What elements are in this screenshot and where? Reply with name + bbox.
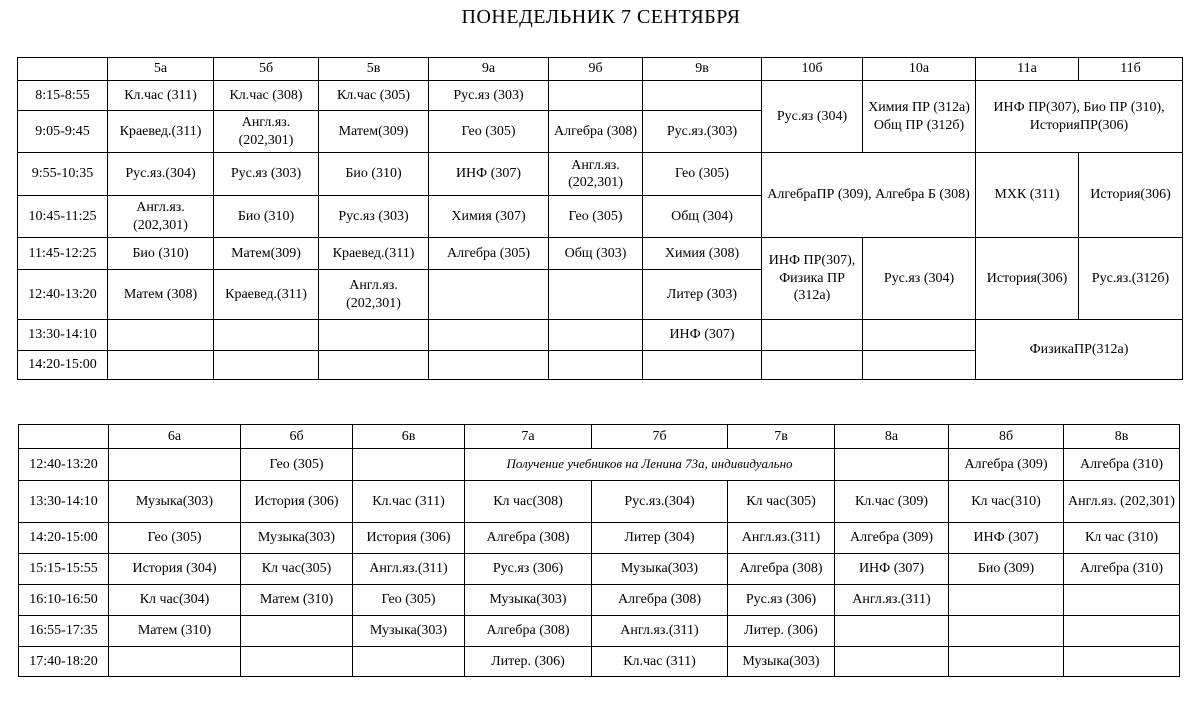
schedule-table-junior bbox=[18, 424, 1180, 677]
note-cell: Получение учебников на Ленина 73а, индивидуально bbox=[465, 449, 835, 481]
lesson-cell: Алгебра (309) bbox=[835, 523, 949, 554]
lesson-cell bbox=[643, 81, 762, 111]
lesson-cell: Литер (304) bbox=[592, 523, 728, 554]
lesson-cell: Англ.яз.(311) bbox=[728, 523, 835, 554]
lesson-cell bbox=[214, 320, 319, 351]
lesson-cell bbox=[241, 647, 353, 677]
lesson-cell: Химия (308) bbox=[643, 238, 762, 270]
lesson-cell: Био (310) bbox=[214, 196, 319, 238]
lesson-cell: Гео (305) bbox=[643, 153, 762, 196]
lesson-cell: Кл.час (308) bbox=[214, 81, 319, 111]
lesson-cell bbox=[109, 449, 241, 481]
table-row bbox=[18, 153, 1183, 196]
lesson-cell bbox=[319, 351, 429, 380]
lesson-cell: Матем (310) bbox=[109, 616, 241, 647]
lesson-cell: Англ.яз. (202,301) bbox=[1064, 481, 1180, 523]
lesson-cell: Кл час(310) bbox=[949, 481, 1064, 523]
lesson-cell: Рус.яз (304) bbox=[762, 81, 863, 153]
lesson-cell bbox=[429, 351, 549, 380]
class-header: 10а bbox=[863, 58, 976, 81]
lesson-cell: ИНФ (307) bbox=[643, 320, 762, 351]
time-slot: 12:40-13:20 bbox=[19, 449, 109, 481]
lesson-cell: Алгебра (310) bbox=[1064, 449, 1180, 481]
lesson-cell: Кл.час (311) bbox=[353, 481, 465, 523]
lesson-cell bbox=[549, 270, 643, 320]
lesson-cell: Литер. (306) bbox=[465, 647, 592, 677]
lesson-cell bbox=[835, 647, 949, 677]
lesson-cell: Англ.яз.(311) bbox=[835, 585, 949, 616]
lesson-cell bbox=[108, 351, 214, 380]
lesson-cell: История(306) bbox=[1079, 153, 1183, 238]
lesson-cell: Химия ПР (312а) Общ ПР (312б) bbox=[863, 81, 976, 153]
lesson-cell: Рус.яз (303) bbox=[214, 153, 319, 196]
lesson-cell bbox=[549, 351, 643, 380]
class-header: 6а bbox=[109, 425, 241, 449]
lesson-cell: ФизикаПР(312а) bbox=[976, 320, 1183, 380]
time-slot: 14:20-15:00 bbox=[18, 351, 108, 380]
lesson-cell: Кл.час (305) bbox=[319, 81, 429, 111]
table-row bbox=[19, 449, 1180, 481]
lesson-cell bbox=[214, 351, 319, 380]
lesson-cell: Краевед.(311) bbox=[319, 238, 429, 270]
lesson-cell: Англ.яз. (202,301) bbox=[214, 111, 319, 153]
lesson-cell: Музыка(303) bbox=[728, 647, 835, 677]
table-row bbox=[18, 238, 1183, 270]
lesson-cell: Рус.яз.(304) bbox=[592, 481, 728, 523]
lesson-cell: Музыка(303) bbox=[592, 554, 728, 585]
lesson-cell: Рус.яз (306) bbox=[465, 554, 592, 585]
lesson-cell: Кл.час (311) bbox=[592, 647, 728, 677]
lesson-cell bbox=[762, 351, 863, 380]
lesson-cell bbox=[762, 320, 863, 351]
lesson-cell: Краевед.(311) bbox=[108, 111, 214, 153]
lesson-cell: ИНФ (307) bbox=[835, 554, 949, 585]
lesson-cell: Рус.яз.(303) bbox=[643, 111, 762, 153]
page-title: ПОНЕДЕЛЬНИК 7 СЕНТЯБРЯ bbox=[461, 6, 741, 28]
lesson-cell: Англ.яз.(311) bbox=[353, 554, 465, 585]
table-row bbox=[19, 554, 1180, 585]
lesson-cell: Матем(309) bbox=[214, 238, 319, 270]
lesson-cell: Музыка(303) bbox=[465, 585, 592, 616]
schedule-table-senior bbox=[17, 57, 1183, 380]
table-row bbox=[18, 320, 1183, 351]
class-header: 9а bbox=[429, 58, 549, 81]
time-slot: 16:10-16:50 bbox=[19, 585, 109, 616]
time-slot: 13:30-14:10 bbox=[18, 320, 108, 351]
lesson-cell: История (304) bbox=[109, 554, 241, 585]
class-header: 5б bbox=[214, 58, 319, 81]
lesson-cell: Кл час(305) bbox=[728, 481, 835, 523]
lesson-cell bbox=[549, 81, 643, 111]
lesson-cell bbox=[863, 320, 976, 351]
time-slot: 10:45-11:25 bbox=[18, 196, 108, 238]
table-row bbox=[19, 616, 1180, 647]
lesson-cell: Алгебра (305) bbox=[429, 238, 549, 270]
lesson-cell bbox=[835, 449, 949, 481]
time-slot: 12:40-13:20 bbox=[18, 270, 108, 320]
lesson-cell bbox=[353, 647, 465, 677]
lesson-cell: Рус.яз (303) bbox=[429, 81, 549, 111]
time-header bbox=[19, 425, 109, 449]
lesson-cell: Рус.яз (303) bbox=[319, 196, 429, 238]
lesson-cell: Био (309) bbox=[949, 554, 1064, 585]
lesson-cell: МХК (311) bbox=[976, 153, 1079, 238]
lesson-cell bbox=[109, 647, 241, 677]
lesson-cell: Алгебра (308) bbox=[592, 585, 728, 616]
lesson-cell bbox=[949, 585, 1064, 616]
class-header: 8б bbox=[949, 425, 1064, 449]
class-header: 8а bbox=[835, 425, 949, 449]
lesson-cell: История (306) bbox=[241, 481, 353, 523]
class-header: 10б bbox=[762, 58, 863, 81]
lesson-cell: Рус.яз.(312б) bbox=[1079, 238, 1183, 320]
lesson-cell: Литер. (306) bbox=[728, 616, 835, 647]
time-slot: 15:15-15:55 bbox=[19, 554, 109, 585]
lesson-cell: Рус.яз (304) bbox=[863, 238, 976, 320]
lesson-cell: Гео (305) bbox=[353, 585, 465, 616]
class-header: 7в bbox=[728, 425, 835, 449]
class-header: 5в bbox=[319, 58, 429, 81]
header-row bbox=[19, 425, 1180, 449]
lesson-cell bbox=[353, 449, 465, 481]
lesson-cell bbox=[1064, 585, 1180, 616]
lesson-cell: Гео (305) bbox=[549, 196, 643, 238]
lesson-cell bbox=[241, 616, 353, 647]
class-header: 8в bbox=[1064, 425, 1180, 449]
lesson-cell: Кл час(304) bbox=[109, 585, 241, 616]
lesson-cell bbox=[643, 351, 762, 380]
class-header: 9б bbox=[549, 58, 643, 81]
lesson-cell: Химия (307) bbox=[429, 196, 549, 238]
lesson-cell: Матем (308) bbox=[108, 270, 214, 320]
lesson-cell: Музыка(303) bbox=[241, 523, 353, 554]
time-slot: 9:05-9:45 bbox=[18, 111, 108, 153]
lesson-cell: Музыка(303) bbox=[109, 481, 241, 523]
lesson-cell: Алгебра (308) bbox=[728, 554, 835, 585]
lesson-cell bbox=[108, 320, 214, 351]
time-slot: 13:30-14:10 bbox=[19, 481, 109, 523]
lesson-cell: Матем (310) bbox=[241, 585, 353, 616]
lesson-cell: История (306) bbox=[353, 523, 465, 554]
table-row bbox=[19, 523, 1180, 554]
lesson-cell: Литер (303) bbox=[643, 270, 762, 320]
lesson-cell bbox=[949, 647, 1064, 677]
lesson-cell: Англ.яз. (202,301) bbox=[319, 270, 429, 320]
lesson-cell: Био (310) bbox=[108, 238, 214, 270]
time-slot: 14:20-15:00 bbox=[19, 523, 109, 554]
lesson-cell: Музыка(303) bbox=[353, 616, 465, 647]
lesson-cell: ИНФ ПР(307), Био ПР (310), ИсторияПР(306) bbox=[976, 81, 1183, 153]
lesson-cell: Кл час (310) bbox=[1064, 523, 1180, 554]
lesson-cell: Алгебра (308) bbox=[465, 616, 592, 647]
class-header: 6б bbox=[241, 425, 353, 449]
lesson-cell: Алгебра (310) bbox=[1064, 554, 1180, 585]
time-slot: 17:40-18:20 bbox=[19, 647, 109, 677]
lesson-cell: Алгебра (308) bbox=[465, 523, 592, 554]
lesson-cell: АлгебраПР (309), Алгебра Б (308) bbox=[762, 153, 976, 238]
time-slot: 16:55-17:35 bbox=[19, 616, 109, 647]
lesson-cell: Краевед.(311) bbox=[214, 270, 319, 320]
table-row bbox=[19, 647, 1180, 677]
lesson-cell: Гео (305) bbox=[241, 449, 353, 481]
lesson-cell: Общ (303) bbox=[549, 238, 643, 270]
lesson-cell: Матем(309) bbox=[319, 111, 429, 153]
lesson-cell: Рус.яз (306) bbox=[728, 585, 835, 616]
lesson-cell bbox=[549, 320, 643, 351]
table-row bbox=[19, 585, 1180, 616]
lesson-cell: Гео (305) bbox=[429, 111, 549, 153]
lesson-cell bbox=[319, 320, 429, 351]
lesson-cell bbox=[1064, 616, 1180, 647]
class-header: 7а bbox=[465, 425, 592, 449]
time-header bbox=[18, 58, 108, 81]
class-header: 9в bbox=[643, 58, 762, 81]
lesson-cell: Алгебра (309) bbox=[949, 449, 1064, 481]
lesson-cell: Кл час(305) bbox=[241, 554, 353, 585]
header-row bbox=[18, 58, 1183, 81]
lesson-cell: Кл.час (309) bbox=[835, 481, 949, 523]
lesson-cell: ИНФ (307) bbox=[429, 153, 549, 196]
lesson-cell: Англ.яз. (202,301) bbox=[108, 196, 214, 238]
class-header: 5а bbox=[108, 58, 214, 81]
lesson-cell: ИНФ (307) bbox=[949, 523, 1064, 554]
lesson-cell: История(306) bbox=[976, 238, 1079, 320]
lesson-cell: Рус.яз.(304) bbox=[108, 153, 214, 196]
lesson-cell bbox=[835, 616, 949, 647]
class-header: 7б bbox=[592, 425, 728, 449]
lesson-cell: Гео (305) bbox=[109, 523, 241, 554]
lesson-cell: ИНФ ПР(307), Физика ПР (312а) bbox=[762, 238, 863, 320]
time-slot: 9:55-10:35 bbox=[18, 153, 108, 196]
time-slot: 11:45-12:25 bbox=[18, 238, 108, 270]
time-slot: 8:15-8:55 bbox=[18, 81, 108, 111]
lesson-cell: Био (310) bbox=[319, 153, 429, 196]
lesson-cell bbox=[949, 616, 1064, 647]
class-header: 11а bbox=[976, 58, 1079, 81]
lesson-cell: Англ.яз.(311) bbox=[592, 616, 728, 647]
table-row bbox=[19, 481, 1180, 523]
lesson-cell: Англ.яз. (202,301) bbox=[549, 153, 643, 196]
lesson-cell bbox=[1064, 647, 1180, 677]
lesson-cell: Кл час(308) bbox=[465, 481, 592, 523]
lesson-cell bbox=[429, 270, 549, 320]
lesson-cell: Алгебра (308) bbox=[549, 111, 643, 153]
lesson-cell: Кл.час (311) bbox=[108, 81, 214, 111]
lesson-cell bbox=[429, 320, 549, 351]
class-header: 11б bbox=[1079, 58, 1183, 81]
lesson-cell: Общ (304) bbox=[643, 196, 762, 238]
lesson-cell bbox=[863, 351, 976, 380]
table-row bbox=[18, 81, 1183, 111]
class-header: 6в bbox=[353, 425, 465, 449]
